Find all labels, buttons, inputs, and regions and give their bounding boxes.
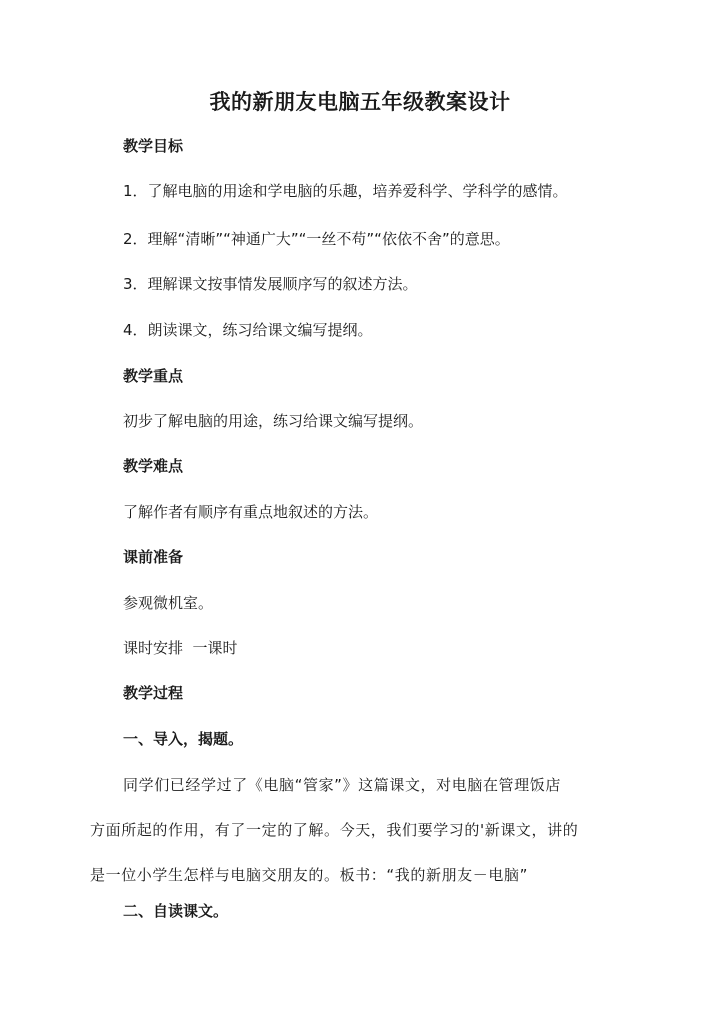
difficulty-heading: 教学难点 <box>123 457 184 475</box>
goal-item: 1．了解电脑的用途和学电脑的乐趣，培养爱科学、学科学的感情。 <box>123 182 568 200</box>
key-points-text: 初步了解电脑的用途，练习给课文编写提纲。 <box>123 412 424 430</box>
paragraph-line: 同学们已经学过了《电脑“管家”》这篇课文，对电脑在管理饭店 <box>123 776 561 794</box>
document-title: 我的新朋友电脑五年级教案设计 <box>209 90 511 114</box>
paragraph-line: 是一位小学生怎样与电脑交朋友的。板书：“我的新朋友－电脑” <box>90 866 528 884</box>
process-heading: 教学过程 <box>123 684 184 702</box>
schedule-text: 课时安排 一课时 <box>123 639 238 657</box>
step-heading: 二、自读课文。 <box>123 902 229 920</box>
goal-item: 3．理解课文按事情发展顺序写的叙述方法。 <box>123 275 418 293</box>
step-heading: 一、导入，揭题。 <box>123 730 244 748</box>
goals-heading: 教学目标 <box>123 137 184 155</box>
goal-item: 2．理解“清晰”“神通广大”“一丝不苟”“依依不舍”的意思。 <box>123 230 510 248</box>
preparation-text: 参观微机室。 <box>123 594 214 612</box>
preparation-heading: 课前准备 <box>123 548 184 566</box>
difficulty-text: 了解作者有顺序有重点地叙述的方法。 <box>123 503 379 521</box>
key-points-heading: 教学重点 <box>123 367 184 385</box>
goal-item: 4．朗读课文，练习给课文编写提纲。 <box>123 321 373 339</box>
paragraph-line: 方面所起的作用，有了一定的了解。今天，我们要学习的'新课文，讲的 <box>90 821 579 839</box>
